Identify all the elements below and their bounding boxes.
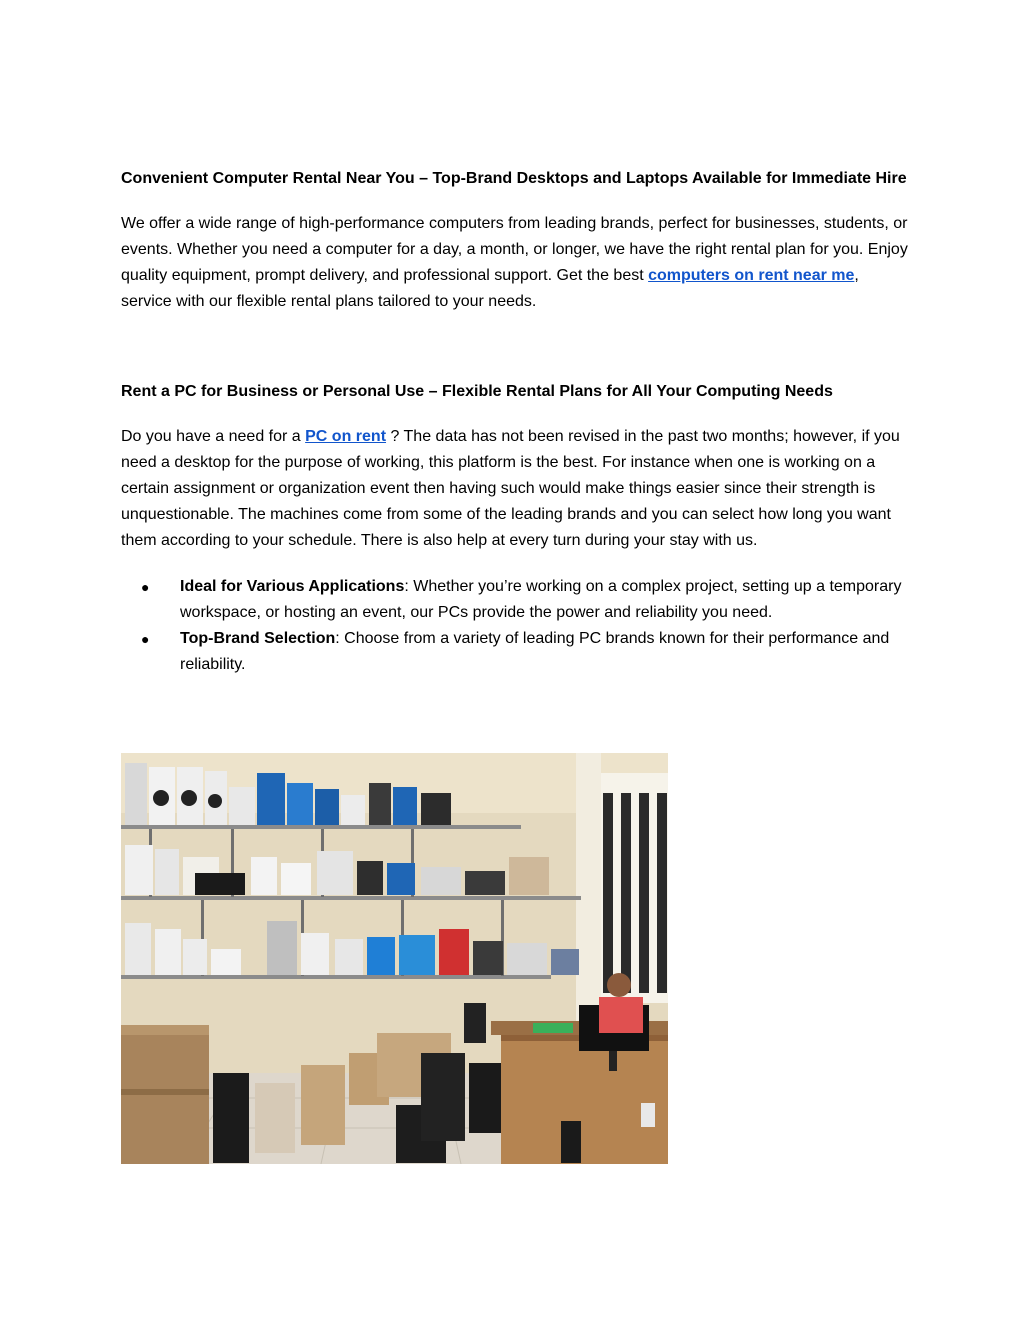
pc-on-rent-link[interactable]: PC on rent bbox=[305, 428, 387, 445]
section-1-text-before-link: We offer a wide range of high-performance computers from leading brands, perfect for businesses, students, or events. Whether you need a computer for a day, a month, or longer, we have the right rental plan for you. Enjoy quality equipment, prompt delivery, and professional support. Get the best bbox=[121, 215, 908, 284]
section-2-text-before-link: Do you have a need for a bbox=[121, 428, 306, 445]
section-2-text-after-link: ? The data has not been revised in the past two months; however, if you need a desktop for the purpose of working, this platform is the best. For instance when one is working on a certain assignment or organization event then having such would make things easier since their strength is unquestionable. The machines come from some of the leading brands and you can select how long you want them according to your schedule. There is also help at every turn during your stay with us. bbox=[121, 428, 900, 549]
list-item-title: Top-Brand Selection bbox=[180, 630, 336, 647]
section-1-paragraph bbox=[121, 211, 911, 315]
feature-list bbox=[121, 574, 911, 678]
section-1-text-after-link: , service with our flexible rental plans tailored to your needs. bbox=[121, 267, 859, 310]
bullet-icon: ● bbox=[141, 579, 150, 595]
document-body bbox=[121, 166, 911, 678]
list-item bbox=[121, 626, 911, 678]
computer-shop-photo bbox=[121, 753, 668, 1164]
section-1-heading: Convenient Computer Rental Near You – Top-Brand Desktops and Laptops Available for Immediate Hire bbox=[121, 170, 907, 187]
list-item-title: Ideal for Various Applications bbox=[180, 578, 405, 595]
bullet-icon: ● bbox=[141, 631, 150, 647]
section-2-paragraph bbox=[121, 424, 911, 554]
list-item-text: : Whether you’re working on a complex project, setting up a temporary workspace, or hosting an event, our PCs provide the power and reliability you need. bbox=[180, 578, 902, 621]
computers-on-rent-link[interactable]: computers on rent near me bbox=[648, 267, 855, 284]
list-item bbox=[121, 574, 911, 626]
list-item-text: : Choose from a variety of leading PC brands known for their performance and reliability. bbox=[180, 630, 890, 673]
section-2-heading: Rent a PC for Business or Personal Use – Flexible Rental Plans for All Your Computing Needs bbox=[121, 383, 833, 400]
